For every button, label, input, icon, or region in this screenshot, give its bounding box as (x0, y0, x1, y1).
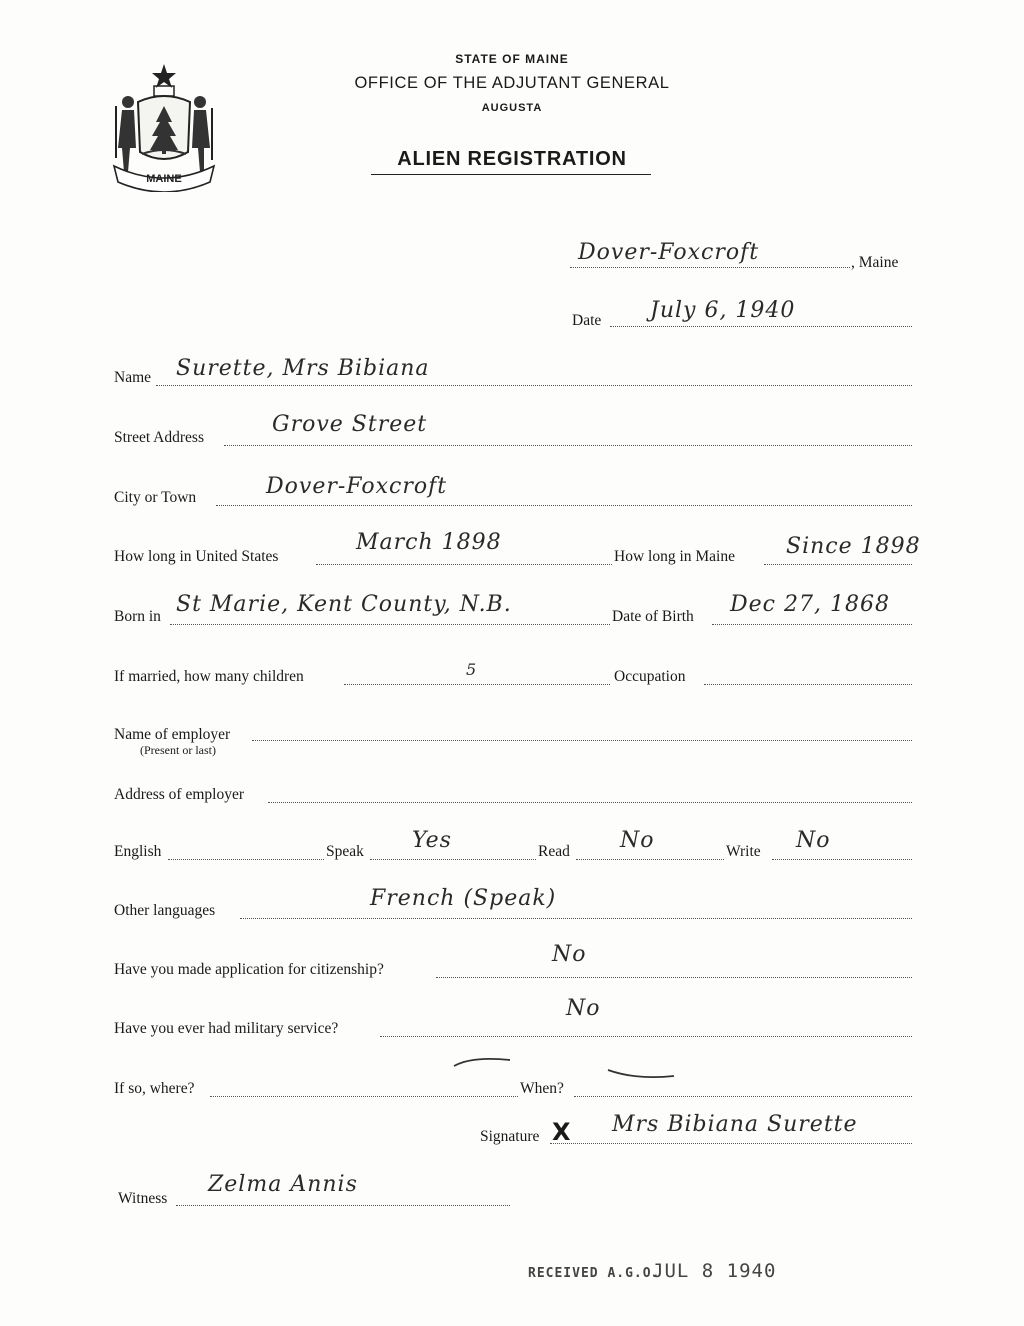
state-header: STATE OF MAINE (455, 52, 569, 66)
city-label: City or Town (114, 489, 197, 506)
read-value: No (620, 828, 655, 853)
military-label: Have you ever had military service? (114, 1020, 339, 1037)
read-label: Read (538, 843, 570, 860)
us-duration-label: How long in United States (114, 548, 279, 565)
military-value: No (566, 996, 601, 1021)
date-value: July 6, 1940 (650, 298, 796, 323)
other-languages-value: French (Speak) (370, 886, 557, 911)
office-header: OFFICE OF THE ADJUTANT GENERAL (354, 74, 670, 92)
maine-duration-value: Since 1898 (786, 534, 921, 559)
signature-value: Mrs Bibiana Surette (612, 1112, 858, 1137)
street-label: Street Address (114, 429, 204, 446)
employer-label: Name of employer (114, 726, 231, 743)
where-label: If so, where? (114, 1080, 195, 1097)
write-value: No (796, 828, 831, 853)
when-label: When? (520, 1080, 564, 1097)
city-header: AUGUSTA (481, 102, 543, 114)
where-dash-mark (452, 1052, 512, 1072)
us-duration-value: March 1898 (356, 530, 502, 555)
employer-address-label: Address of employer (114, 786, 244, 803)
born-in-value: St Marie, Kent County, N.B. (176, 592, 512, 617)
received-stamp-date: JUL 8 1940 (652, 1260, 777, 1282)
english-label: English (114, 843, 162, 860)
signature-label: Signature (480, 1128, 540, 1145)
dob-value: Dec 27, 1868 (730, 592, 890, 617)
other-languages-label: Other languages (114, 902, 216, 919)
state-suffix: , Maine (851, 254, 899, 271)
witness-value: Zelma Annis (208, 1172, 358, 1197)
citizenship-value: No (552, 942, 587, 967)
city-value: Dover-Foxcroft (266, 474, 448, 499)
town-value: Dover-Foxcroft (578, 240, 760, 265)
occupation-label: Occupation (614, 668, 686, 685)
children-value: 5 (466, 660, 478, 679)
witness-label: Witness (118, 1190, 168, 1207)
born-in-label: Born in (114, 608, 161, 625)
speak-value: Yes (412, 828, 452, 853)
title-underline (371, 174, 651, 175)
street-value: Grove Street (272, 412, 428, 437)
date-label: Date (572, 312, 602, 329)
name-value: Surette, Mrs Bibiana (176, 356, 430, 381)
received-stamp-text: RECEIVED A.G.O. (528, 1266, 661, 1281)
maine-duration-label: How long in Maine (614, 548, 735, 565)
write-label: Write (726, 843, 761, 860)
employer-sublabel: (Present or last) (140, 743, 216, 757)
seal-label: MAINE (146, 173, 182, 185)
children-label: If married, how many children (114, 668, 304, 685)
name-label: Name (114, 369, 152, 386)
dob-label: Date of Birth (612, 608, 694, 625)
signature-x-mark: X (552, 1118, 571, 1146)
when-dash-mark (606, 1064, 676, 1084)
citizenship-label: Have you made application for citizenship? (114, 961, 384, 978)
speak-label: Speak (326, 843, 364, 860)
form-title: ALIEN REGISTRATION (397, 148, 627, 170)
